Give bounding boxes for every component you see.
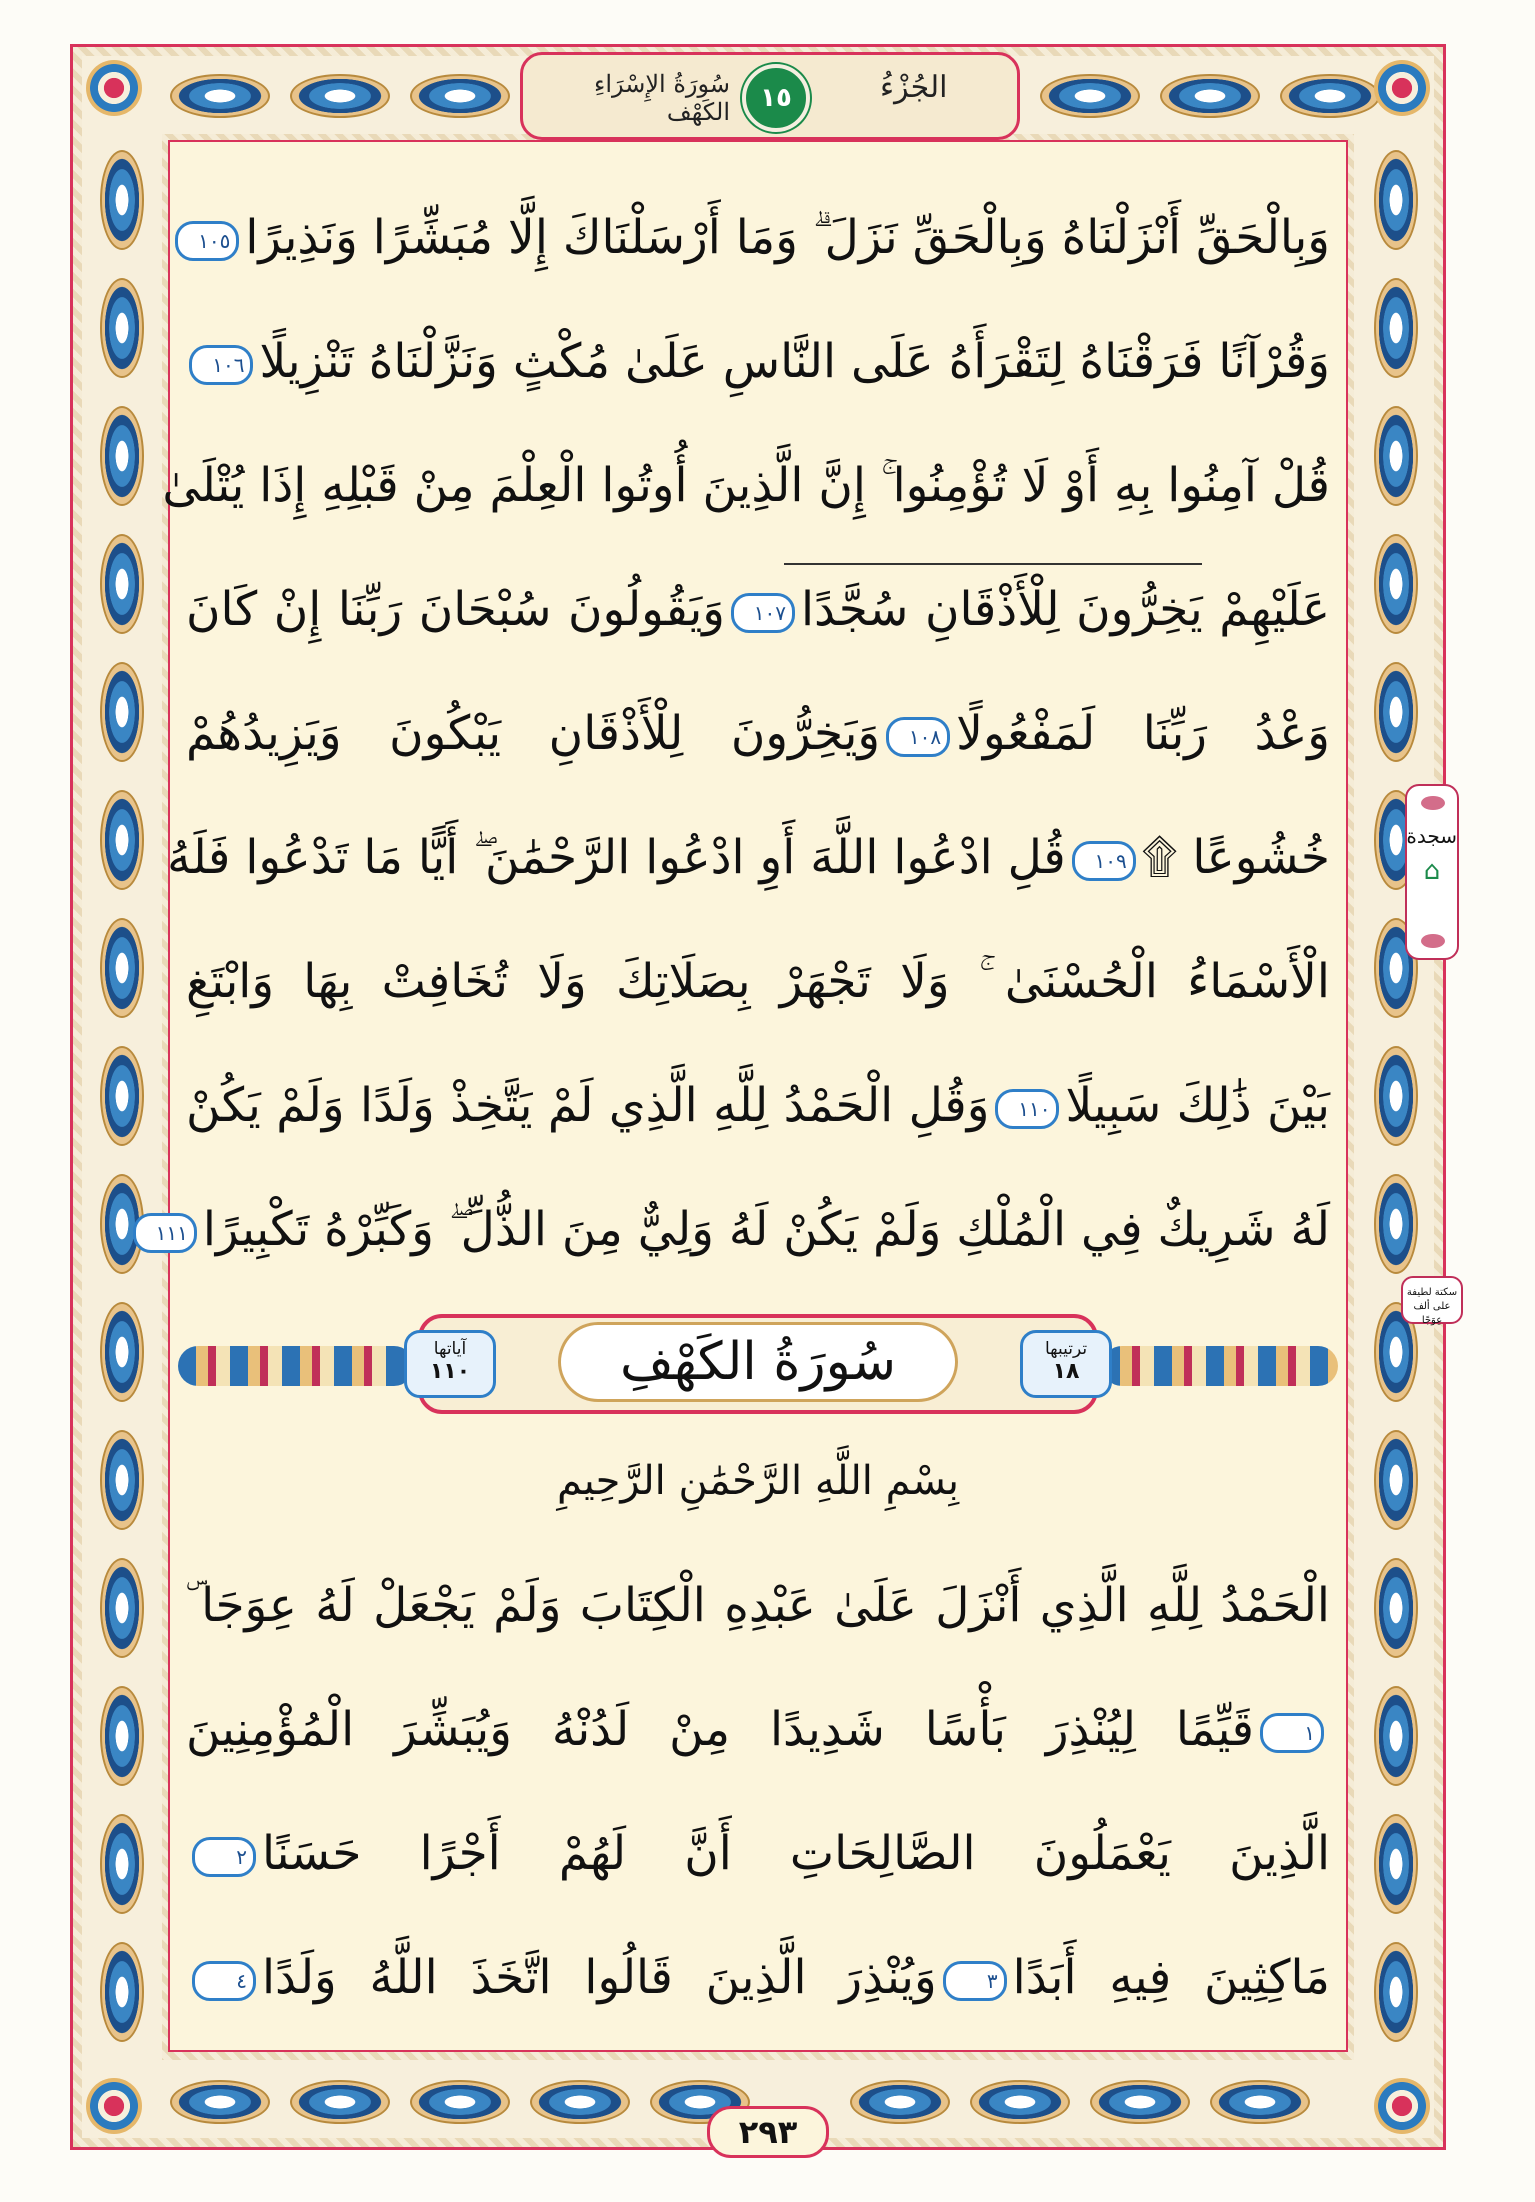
border-ornament-icon	[100, 1814, 144, 1914]
verse-line	[178, 1056, 1338, 1156]
surah-title: سُورَةُ الكَهْفِ	[558, 1322, 958, 1402]
page-number: ٢٩٣	[707, 2106, 829, 2158]
verse-line	[178, 1556, 1338, 1656]
surah-order-label: ترتيبها	[1044, 1339, 1088, 1359]
border-ornament-icon	[1374, 1558, 1418, 1658]
ayah-marker: ٣	[943, 1961, 1007, 2001]
border-ornament-icon	[1374, 1174, 1418, 1274]
surah-order-box	[1020, 1330, 1112, 1398]
ornament-icon	[1421, 934, 1445, 948]
surah-verses-label: آياتها	[433, 1339, 467, 1359]
verse-line	[178, 560, 1338, 660]
mihrab-icon: ⌂	[1423, 856, 1441, 886]
surah-verses-box	[404, 1330, 496, 1398]
verse-text: وَقُلِ الْحَمْدُ لِلَّهِ الَّذِي لَمْ يَتَّخِذْ وَلَدًا وَلَمْ يَكُنْ	[186, 1078, 990, 1133]
verse-text: قُلِ ادْعُوا اللَّهَ أَوِ ادْعُوا الرَّحْمَٰنَ ۖ أَيًّا مَا تَدْعُوا فَلَهُ	[167, 830, 1066, 885]
border-ornament-icon	[100, 534, 144, 634]
border-ornament-icon	[1374, 1686, 1418, 1786]
border-ornament-icon	[100, 1558, 144, 1658]
border-ornament-icon	[100, 150, 144, 250]
saktah-note: سكتة لطيفة على ألف عِوَجًا	[1401, 1276, 1463, 1324]
surah-verses-value: ١١٠	[429, 1359, 471, 1384]
border-ornament-icon	[100, 1942, 144, 2042]
sajda-side-marker	[1405, 784, 1459, 960]
verse-line	[162, 436, 1338, 536]
verse-text: وَبِالْحَقِّ أَنْزَلْنَاهُ وَبِالْحَقِّ نَزَلَ ۗ وَمَا أَرْسَلْنَاكَ إِلَّا مُبَشِّرًا وَنَذِيرًا	[245, 210, 1330, 265]
recitation-overline	[784, 563, 1202, 565]
border-ornament-icon	[1374, 406, 1418, 506]
verse-text: وَعْدُ رَبِّنَا لَمَفْعُولًا	[956, 706, 1330, 761]
border-ornament-icon	[1374, 534, 1418, 634]
verse-text: وَيَخِرُّونَ لِلْأَذْقَانِ يَبْكُونَ وَيَزِيدُهُمْ	[186, 706, 881, 761]
border-ornament-icon	[100, 1686, 144, 1786]
verse-text: بَيْنَ ذَٰلِكَ سَبِيلًا	[1065, 1078, 1330, 1133]
verse-text: وَيُنْذِرَ الَّذِينَ قَالُوا اتَّخَذَ اللَّهُ وَلَدًا	[262, 1950, 937, 2005]
verse-text: وَيَقُولُونَ سُبْحَانَ رَبِّنَا إِنْ كَانَ	[186, 582, 725, 637]
border-ornament-icon	[290, 2080, 390, 2124]
border-ornament-icon	[290, 74, 390, 118]
verse-text: وَقُرْآنًا فَرَقْنَاهُ لِتَقْرَأَهُ عَلَى النَّاسِ عَلَىٰ مُكْثٍ وَنَزَّلْنَاهُ تَنْزِيلًا	[259, 334, 1330, 389]
border-ornament-icon	[100, 1430, 144, 1530]
ayah-marker: ١١١	[133, 1213, 197, 1253]
verse-line	[178, 1928, 1338, 2028]
border-ornament-icon	[100, 406, 144, 506]
ayah-marker: ١٠٧	[731, 593, 795, 633]
border-ornament-icon	[850, 2080, 950, 2124]
juz-label: الجُزْءُ	[880, 70, 948, 105]
surah-banner	[178, 1314, 1338, 1414]
verse-text: الْأَسْمَاءُ الْحُسْنَىٰ ۚ وَلَا تَجْهَرْ بِصَلَاتِكَ وَلَا تُخَافِتْ بِهَا وَابْتَغِ	[186, 954, 1330, 1009]
basmala: بِسْمِ اللَّهِ الرَّحْمَٰنِ الرَّحِيمِ	[556, 1458, 960, 1504]
sajda-label: سجدة	[1406, 824, 1457, 848]
ayah-marker: ١٠٨	[886, 717, 950, 757]
border-ornament-icon	[1374, 1942, 1418, 2042]
verse-text: لَهُ شَرِيكٌ فِي الْمُلْكِ وَلَمْ يَكُنْ لَهُ وَلِيٌّ مِنَ الذُّلِّ ۖ وَكَبِّرْهُ تَكْبِيرًا	[202, 1202, 1330, 1257]
border-ornament-icon	[1160, 74, 1260, 118]
verse-line	[178, 932, 1338, 1032]
surah-names-header: سُورَةُ الإِسْرَاءِ الكَهْف	[594, 70, 730, 126]
border-ornament-icon	[1374, 1814, 1418, 1914]
border-ornament-icon	[410, 2080, 510, 2124]
border-ornament-icon	[100, 790, 144, 890]
verse-line	[178, 1804, 1338, 1904]
verse-line	[155, 1180, 1338, 1280]
verse-text: قَيِّمًا لِيُنْذِرَ بَأْسًا شَدِيدًا مِنْ لَدُنْهُ وَيُبَشِّرَ الْمُؤْمِنِينَ	[186, 1702, 1254, 1757]
ayah-marker: ١١٠	[995, 1089, 1059, 1129]
verse-line	[178, 188, 1338, 288]
verse-text: مَاكِثِينَ فِيهِ أَبَدًا	[1012, 1950, 1330, 2005]
border-ornament-icon	[1374, 150, 1418, 250]
verse-text: عَلَيْهِمْ يَخِرُّونَ لِلْأَذْقَانِ سُجَّدًا	[800, 582, 1330, 637]
corner-rosette-icon	[1374, 60, 1430, 116]
verse-text: الَّذِينَ يَعْمَلُونَ الصَّالِحَاتِ أَنَّ لَهُمْ أَجْرًا حَسَنًا	[262, 1826, 1330, 1881]
border-ornament-icon	[1374, 1046, 1418, 1146]
border-ornament-icon	[1374, 1430, 1418, 1530]
ayah-marker: ١٠٥	[175, 221, 239, 261]
verse-line	[178, 1680, 1338, 1780]
banner-ornament-left	[178, 1346, 414, 1386]
surah-order-value: ١٨	[1052, 1359, 1080, 1384]
banner-ornament-right	[1102, 1346, 1338, 1386]
ayah-marker: ١٠٩	[1072, 841, 1136, 881]
border-ornament-icon	[100, 1302, 144, 1402]
juz-number-badge: ١٥	[742, 64, 810, 132]
border-ornament-icon	[1374, 662, 1418, 762]
ornament-icon	[1421, 796, 1445, 810]
border-ornament-icon	[100, 1046, 144, 1146]
verse-line	[178, 312, 1338, 412]
border-ornament-icon	[1040, 74, 1140, 118]
corner-rosette-icon	[86, 2078, 142, 2134]
verse-line	[178, 684, 1338, 784]
corner-rosette-icon	[1374, 2078, 1430, 2134]
verse-text: قُلْ آمِنُوا بِهِ أَوْ لَا تُؤْمِنُوا ۚ إِنَّ الَّذِينَ أُوتُوا الْعِلْمَ مِنْ قَبْلِهِ إِذَا يُتْلَىٰ	[162, 458, 1330, 513]
border-ornament-icon	[100, 918, 144, 1018]
border-ornament-icon	[1210, 2080, 1310, 2124]
border-ornament-icon	[100, 278, 144, 378]
border-ornament-icon	[170, 74, 270, 118]
border-ornament-icon	[100, 662, 144, 762]
ayah-marker: ٤	[192, 1961, 256, 2001]
verse-text: الْحَمْدُ لِلَّهِ الَّذِي أَنْزَلَ عَلَىٰ عَبْدِهِ الْكِتَابَ وَلَمْ يَجْعَلْ لَهُ عِوَجَا ۜ	[186, 1578, 1330, 1633]
border-ornament-icon	[1374, 278, 1418, 378]
ayah-marker: ٢	[192, 1837, 256, 1877]
corner-rosette-icon	[86, 60, 142, 116]
border-ornament-icon	[170, 2080, 270, 2124]
ayah-marker: ١٠٦	[189, 345, 253, 385]
verse-line	[167, 808, 1338, 908]
border-ornament-icon	[530, 2080, 630, 2124]
border-ornament-icon	[1280, 74, 1380, 118]
border-ornament-icon	[970, 2080, 1070, 2124]
verse-text: خُشُوعًا ۩	[1141, 830, 1330, 885]
border-ornament-icon	[410, 74, 510, 118]
ayah-marker: ١	[1260, 1713, 1324, 1753]
border-ornament-icon	[1090, 2080, 1190, 2124]
